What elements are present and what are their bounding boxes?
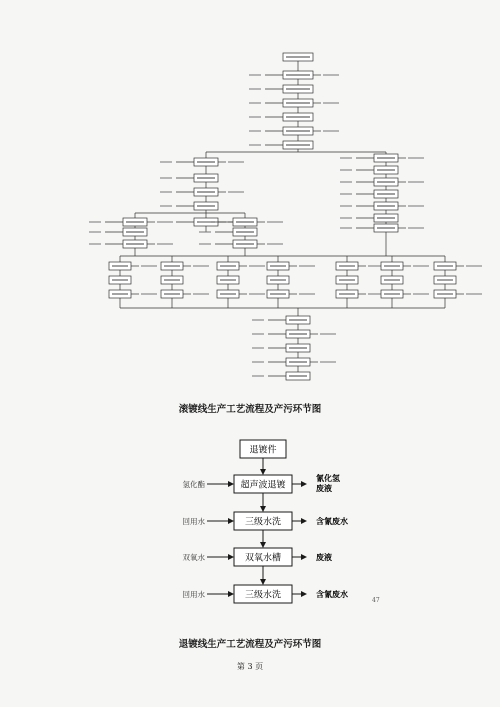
bottom-flowchart-caption: 退镀线生产工艺流程及产污环节图 [178,639,322,650]
input-label: 氢化酯 [182,480,205,489]
process-box-label: 超声波退镀 [240,480,286,491]
input-label: 双氧水 [182,553,205,562]
top-flowchart-caption: 滚镀线生产工艺流程及产污环节图 [178,404,322,415]
page-number: 第 3 页 [236,662,264,671]
input-label: 回用水 [182,590,205,599]
process-box-label: 三级水洗 [244,590,282,601]
process-box-label: 三级水洗 [244,517,282,528]
process-box-label: 退镀件 [249,445,277,456]
output-label: 氰化氢 [316,473,340,483]
output-label: 含氰废水 [316,589,348,599]
input-label: 回用水 [182,517,205,526]
output-label: 废液 [316,552,332,562]
page-mark: 47 [372,597,380,604]
output-label: 含氰废水 [316,516,348,526]
bottom-flowchart [0,430,500,630]
output-label: 废液 [316,483,332,493]
process-box-label: 双氧水槽 [244,553,282,564]
top-flowchart-lines [89,53,482,380]
